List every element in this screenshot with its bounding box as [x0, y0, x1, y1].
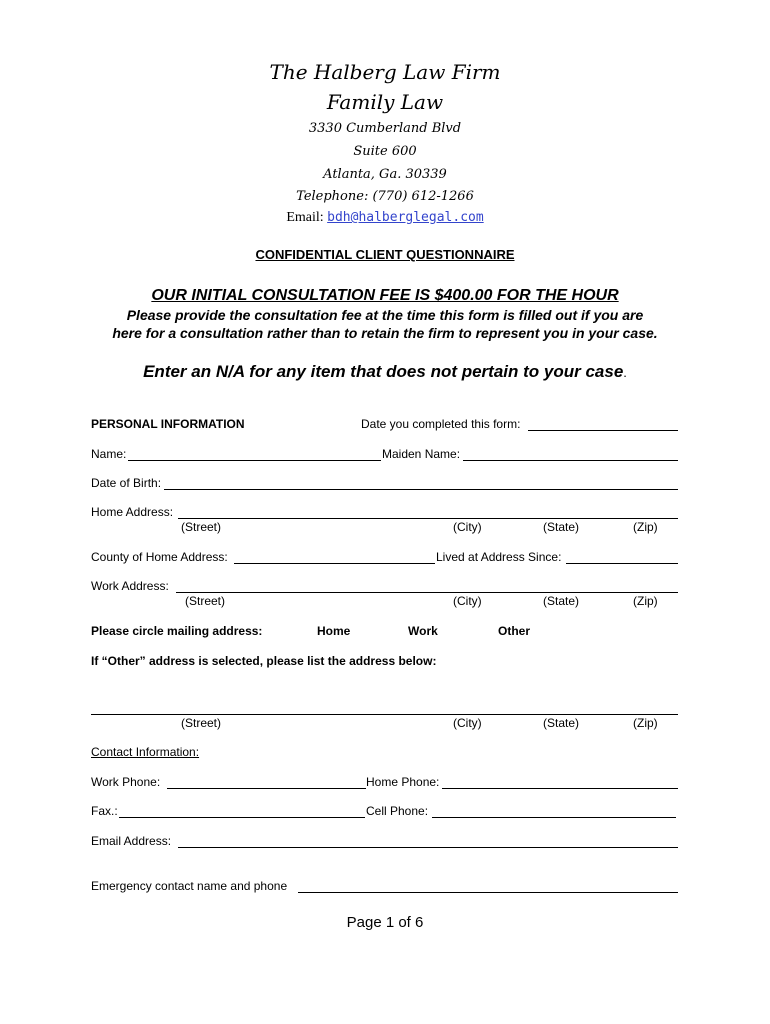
address-street: 3330 Cumberland Blvd [308, 121, 462, 136]
date-completed-label: Date you completed this form: [361, 417, 521, 431]
mailing-option-other[interactable]: Other [498, 624, 531, 638]
mailing-option-home[interactable]: Home [317, 624, 351, 638]
home-street-caption: (Street) [181, 520, 222, 534]
firm-name: The Halberg Law Firm [269, 60, 501, 84]
fax-field[interactable] [119, 817, 365, 818]
na-instruction-period: . [623, 365, 627, 380]
work-phone-field[interactable] [167, 788, 366, 789]
fee-instruction-line2: here for a consultation rather than to retain the firm to represent you in your case. [112, 325, 658, 341]
consultation-fee-notice: OUR INITIAL CONSULTATION FEE IS $400.00 FOR THE HOUR [151, 287, 619, 304]
personal-info-heading: PERSONAL INFORMATION [91, 417, 245, 431]
email-address-field[interactable] [178, 847, 678, 848]
county-label: County of Home Address: [91, 550, 228, 564]
county-field[interactable] [234, 563, 435, 564]
date-completed-field[interactable] [528, 430, 678, 431]
home-city-caption: (City) [453, 520, 482, 534]
form-title: CONFIDENTIAL CLIENT QUESTIONNAIRE [255, 247, 515, 262]
page-number: Page 1 of 6 [346, 914, 424, 931]
dob-field[interactable] [164, 489, 678, 490]
name-label: Name: [91, 447, 127, 461]
other-address-instruction: If “Other” address is selected, please list the address below: [91, 654, 437, 668]
emergency-contact-field[interactable] [298, 892, 678, 893]
emergency-contact-label: Emergency contact name and phone [91, 879, 288, 893]
home-phone-field[interactable] [442, 788, 678, 789]
home-address-field[interactable] [178, 518, 678, 519]
home-phone-label: Home Phone: [366, 775, 440, 789]
lived-since-field[interactable] [566, 563, 678, 564]
practice-area: Family Law [326, 90, 444, 114]
home-state-caption: (State) [543, 520, 580, 534]
contact-info-heading: Contact Information: [91, 745, 200, 759]
work-address-field[interactable] [176, 592, 678, 593]
address-city: Atlanta, Ga. 30339 [323, 167, 447, 182]
other-address-field[interactable] [91, 714, 678, 715]
lived-since-label: Lived at Address Since: [436, 550, 562, 564]
other-city-caption: (City) [453, 716, 482, 730]
mailing-option-work[interactable]: Work [408, 624, 438, 638]
maiden-name-field[interactable] [463, 460, 678, 461]
other-state-caption: (State) [543, 716, 580, 730]
maiden-name-label: Maiden Name: [382, 447, 461, 461]
circle-mailing-label: Please circle mailing address: [91, 624, 263, 638]
work-street-caption: (Street) [185, 594, 226, 608]
other-zip-caption: (Zip) [633, 716, 658, 730]
cell-phone-field[interactable] [432, 817, 676, 818]
email-label: Email: [286, 210, 328, 225]
work-address-label: Work Address: [91, 579, 169, 593]
firm-telephone: Telephone: (770) 612-1266 [296, 189, 474, 204]
fax-label: Fax.: [91, 804, 118, 818]
email-address-label: Email Address: [91, 834, 172, 848]
firm-email-line [0, 210, 770, 226]
name-field[interactable] [128, 460, 381, 461]
work-phone-label: Work Phone: [91, 775, 161, 789]
work-zip-caption: (Zip) [633, 594, 658, 608]
firm-email-link[interactable]: bdh@halberglegal.com [327, 210, 484, 225]
na-instruction-text: Enter an N/A for any item that does not pertain to your case [143, 362, 624, 381]
na-instruction [0, 362, 770, 382]
home-zip-caption: (Zip) [633, 520, 658, 534]
other-street-caption: (Street) [181, 716, 222, 730]
home-address-label: Home Address: [91, 505, 174, 519]
fee-instruction-line1: Please provide the consultation fee at the time this form is filled out if you are [126, 307, 644, 323]
cell-phone-label: Cell Phone: [366, 804, 429, 818]
address-suite: Suite 600 [353, 144, 417, 159]
work-city-caption: (City) [453, 594, 482, 608]
work-state-caption: (State) [543, 594, 580, 608]
dob-label: Date of Birth: [91, 476, 162, 490]
